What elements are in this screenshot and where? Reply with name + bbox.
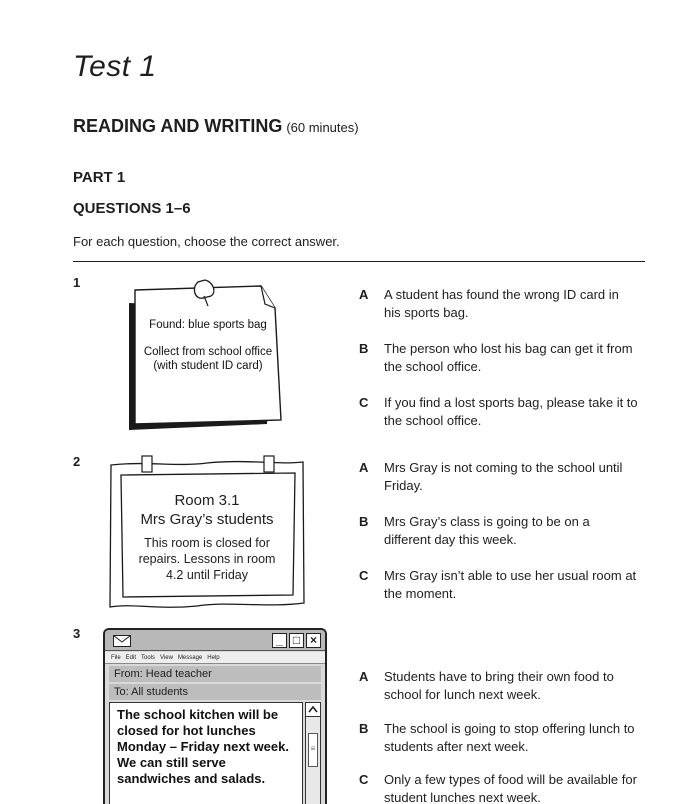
notice2-audience: Mrs Gray’s students [140,511,274,528]
q2-option-c[interactable] [359,567,639,603]
q2-option-b[interactable] [359,513,639,549]
option-text: The person who lost his bag can get it from the school office. [384,341,633,374]
question-number-2: 2 [73,454,81,469]
email-menubar [105,652,325,664]
notice1-line2: Collect from school office [143,346,273,358]
option-letter: A [359,669,369,684]
menu-edit[interactable]: Edit [125,655,137,661]
q1-option-c[interactable] [359,394,639,430]
email-scrollbar[interactable] [305,702,321,804]
email-titlebar [105,630,325,651]
minimize-icon[interactable]: _ [272,633,287,648]
question-number-3: 3 [73,626,81,641]
part-title: PART 1 [73,169,126,186]
option-letter: A [359,287,369,302]
email-from: From: Head teacher [109,666,321,682]
lost-bag-notice [125,278,285,433]
option-text: A student has found the wrong ID card in his sports bag. [384,287,619,320]
envelope-icon [113,635,131,647]
email-window [103,628,327,804]
scroll-up-button[interactable] [306,703,320,717]
menu-view[interactable]: View [160,655,173,661]
q1-option-b[interactable] [359,340,639,376]
option-text: If you find a lost sports bag, please take it to the school office. [384,395,638,428]
email-to: To: All students [109,684,321,700]
q3-option-b[interactable] [359,720,639,756]
q2-option-a[interactable] [359,459,639,495]
option-letter: B [359,514,369,529]
option-letter: C [359,568,369,583]
menu-file[interactable]: File [111,655,121,661]
q1-option-a[interactable] [359,286,639,322]
menu-message[interactable]: Message [177,655,203,661]
maximize-icon[interactable]: □ [289,633,304,648]
questions-range: QUESTIONS 1–6 [73,200,191,217]
question-number-1: 1 [73,275,81,290]
notice1-line3: (with student ID card) [153,360,263,372]
q3-option-c[interactable] [359,771,639,804]
room-notice [107,455,307,611]
q3-option-a[interactable] [359,668,639,704]
option-text: Mrs Gray isn’t able to use her usual room at the moment. [384,568,637,601]
notice-sign-icon [107,455,307,611]
notice1-headline: Found: blue sports bag [149,319,267,331]
scroll-thumb[interactable]: ≡ [308,733,318,767]
option-letter: C [359,772,369,787]
option-letter: A [359,460,369,475]
instructions: For each question, choose the correct answer. [73,234,340,249]
email-body-box [109,702,303,804]
menu-tools[interactable]: Tools [141,655,156,661]
option-letter: C [359,395,369,410]
section-title [73,116,359,137]
option-text: Students have to bring their own food to school for lunch next week. [384,669,614,702]
section-title-text: READING AND WRITING [73,116,283,136]
notice2-room: Room 3.1 [174,492,240,509]
option-text: Mrs Gray’s class is going to be on a different day this week. [384,514,590,547]
test-title: Test 1 [73,50,157,83]
divider [73,261,645,262]
option-letter: B [359,341,369,356]
notice2-body: This room is closed for repairs. Lessons in room 4.2 until Friday [138,536,276,582]
option-text: Mrs Gray is not coming to the school until Friday. [384,460,623,493]
chevron-up-icon [306,703,320,717]
close-icon[interactable]: × [306,633,321,648]
menu-help[interactable]: Help [207,655,220,661]
option-text: Only a few types of food will be available for student lunches next week. [384,772,637,804]
email-body: The school kitchen will be closed for hot lunches Monday – Friday next week. We can still serve sandwiches and salads. [117,707,289,786]
duration: (60 minutes) [286,120,359,135]
option-text: The school is going to stop offering lunch to students after next week. [384,721,635,754]
option-letter: B [359,721,369,736]
